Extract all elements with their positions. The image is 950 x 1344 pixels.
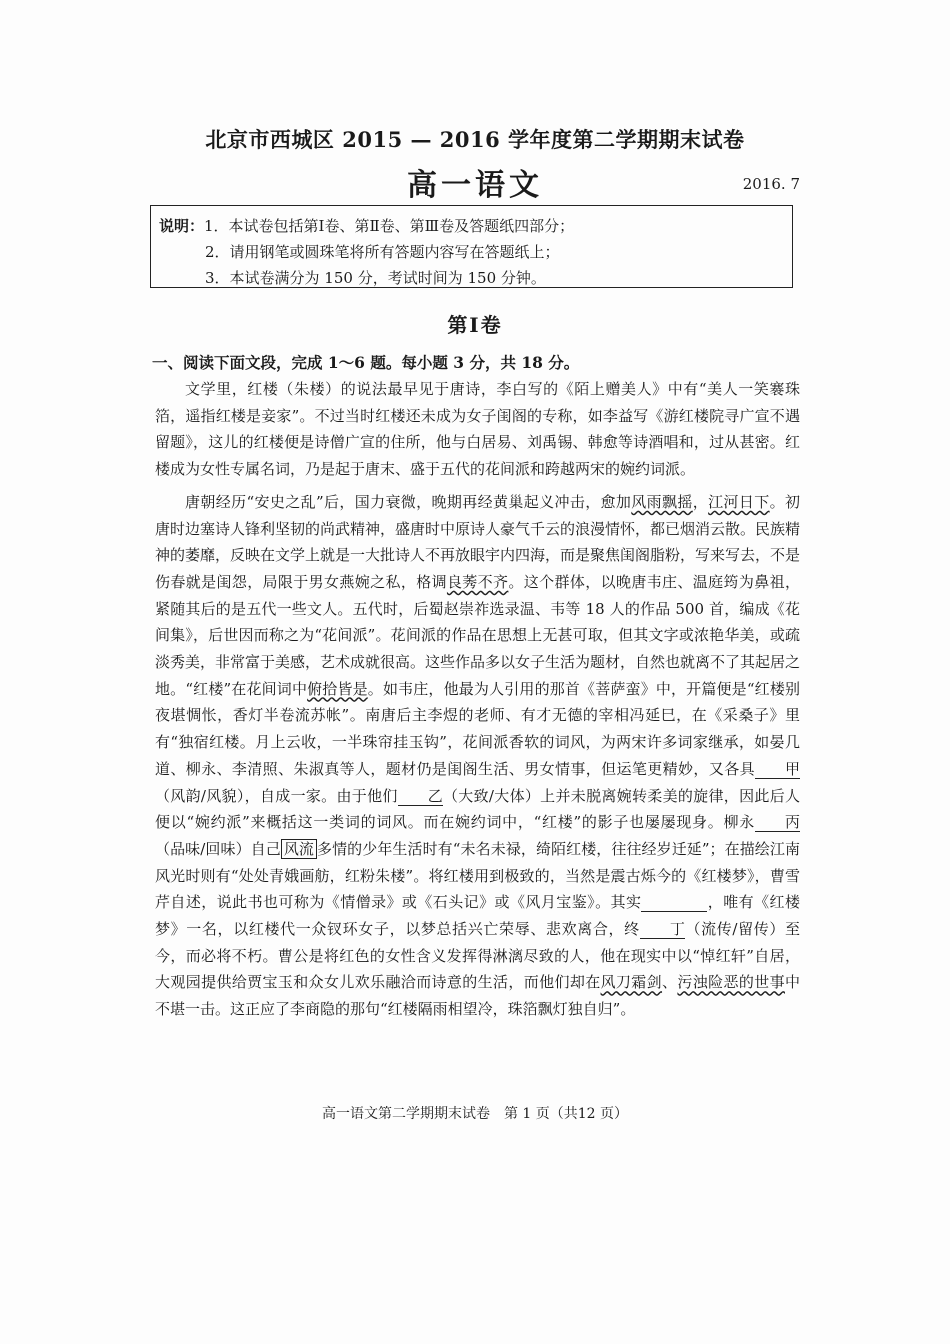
instructions-box <box>150 205 793 288</box>
underlined-phrase: 风刀霜剑 <box>600 973 663 992</box>
passage-text: 。如韦庄，他最为人引用的那首《菩萨蛮》中，开篇便是“红楼别夜堪惆怅，香灯半卷流苏帐”。南唐后主李煜的老师、有才无德的宰相冯延巳，在《采桑子》里有“独宿红楼。月上云收，一半珠帘挂玉钩”，花间派香软的词风，为两宋许多词家继承，如晏几道、柳永、李清照、朱淑真等人，题材仍是闺阁生活、男女情事，但运笔更精妙，又各具 <box>155 679 800 778</box>
underlined-phrase: 江河日下 <box>708 492 770 511</box>
subject-title: 高一语文 <box>407 168 543 203</box>
instruction-item-1: 1．本试卷包括第Ⅰ卷、第Ⅱ卷、第Ⅲ卷及答题纸四部分； <box>204 217 575 235</box>
instructions-label: 说明： <box>159 217 205 235</box>
instruction-line-3 <box>205 267 546 288</box>
exam-title: 北京市西城区 2015 — 2016 学年度第二学期期末试卷 <box>205 127 745 152</box>
instruction-item-2: 2．请用钢笔或圆珠笔将所有答题内容写在答题纸上； <box>205 243 560 261</box>
passage-paragraph-1: 文学里，红楼（朱楼）的说法最早见于唐诗，李白写的《陌上赠美人》中有“美人一笑褰珠箔，遥指红楼是妾家”。不过当时红楼还未成为女子闺阁的专称，如李益写《游红楼院寻广宣不遇留题》，这儿的红楼便是诗僧广宣的住所，他与白居易、刘禹锡、韩愈等诗酒唱和，过从甚密。红楼成为女性专属名词，乃是起于唐末、盛于五代的花间派和跨越两宋的婉约词派。 <box>155 380 800 479</box>
exam-date: 2016. 7 <box>742 175 800 193</box>
blank-bing: 丙 <box>755 813 800 832</box>
instruction-line-1 <box>159 215 574 236</box>
passage-text: 。这个群体，以晚唐韦庄、温庭筠为鼻祖，紧随其后的是五代一些文人。五代时，后蜀赵崇祚选录温、韦等 18 人的作品 500 首，编成《花间集》，后世因而称之为“花间派”。花间派的作品在思想上无甚可取，但其文字或浓艳华美，或疏淡秀美，非常富于美感，艺术成就很高。这些作品多以女子生活为题材，自然也就离不了其起居之地。“红楼”在花间词中 <box>155 572 801 698</box>
reading-passage <box>155 376 800 1023</box>
passage-text: 唐朝经历“安史之乱”后，国力衰微，晚期再经黄巢起义冲击，愈加 <box>185 492 632 511</box>
blank-yi: 乙 <box>398 787 443 806</box>
passage-text: ，唯有《红楼梦》一名，以红楼代一众钗环女子，以梦总括兴亡荣辱、悲欢离合，终 <box>155 893 800 939</box>
underlined-phrase: 风雨飘摇 <box>631 492 693 511</box>
passage-paragraph-2 <box>155 489 800 1023</box>
passage-text: ， <box>692 492 709 511</box>
passage-text: （品味/回味）自己 <box>155 839 281 858</box>
underlined-phrase: 良莠不齐 <box>446 572 509 591</box>
passage-text: 。初唐时边塞诗人锋利坚韧的尚武精神，盛唐时中原诗人豪气千云的浪漫情怀，都已烟消云散。民族精神的萎靡，反映在文学上就是一大批诗人不再放眼宇内四海，而是聚焦闺阁脂粉，写来写去，不是伤春就是闺怨，局限于男女燕婉之私，格调 <box>155 492 801 591</box>
blank-sentence <box>641 893 707 912</box>
underlined-phrase: 污浊险恶的世事 <box>677 973 785 992</box>
passage-text: （大致/大体）上并未脱离婉转柔美的旋律，因此后人便以“婉约派”来概括这一类词的词风。而在婉约词中，“红楼”的影子也屡屡现身。柳永 <box>155 786 800 832</box>
blank-ding: 丁 <box>640 920 685 939</box>
volume-title: 第Ⅰ卷 <box>447 313 503 337</box>
underlined-phrase: 俯拾皆是 <box>307 679 368 698</box>
instruction-item-3: 3．本试卷满分为 150 分，考试时间为 150 分钟。 <box>205 269 546 287</box>
passage-text: 中不堪一击。这正应了李商隐的那句“红楼隔雨相望冷，珠箔飘灯独自归”。 <box>155 973 800 1019</box>
passage-text: （流传/留传）至今，而必将不朽。曹公是将红色的女性含义发挥得淋漓尽致的人，他在现实中以“悼红轩”自居，大观园提供给贾宝玉和众女儿欢乐融洽而诗意的生活，而他们却在 <box>155 920 800 992</box>
blank-jia: 甲 <box>755 760 800 779</box>
passage-text: 、 <box>662 973 678 992</box>
boxed-word: 风流 <box>281 839 317 859</box>
passage-text: 多情的少年生活时有“未名未禄，绮陌红楼，往往经岁迁延”；在描绘江南风光时则有“处处青娥画舫，红粉朱楼”。将红楼用到极致的，当然是震古烁今的《红楼梦》，曹雪芹自述，说此书也可称为《情僧录》或《石头记》或《风月宝鉴》。其实 <box>155 839 800 912</box>
passage-text: （风韵/风貌），自成一家。由于他们 <box>155 786 398 805</box>
question-title: 一、阅读下面文段，完成 1～6 题。每小题 3 分，共 18 分。 <box>152 353 580 372</box>
page-footer: 高一语文第二学期期末试卷 第 1 页（共12 页） <box>321 1106 629 1122</box>
instruction-line-2 <box>205 241 560 262</box>
